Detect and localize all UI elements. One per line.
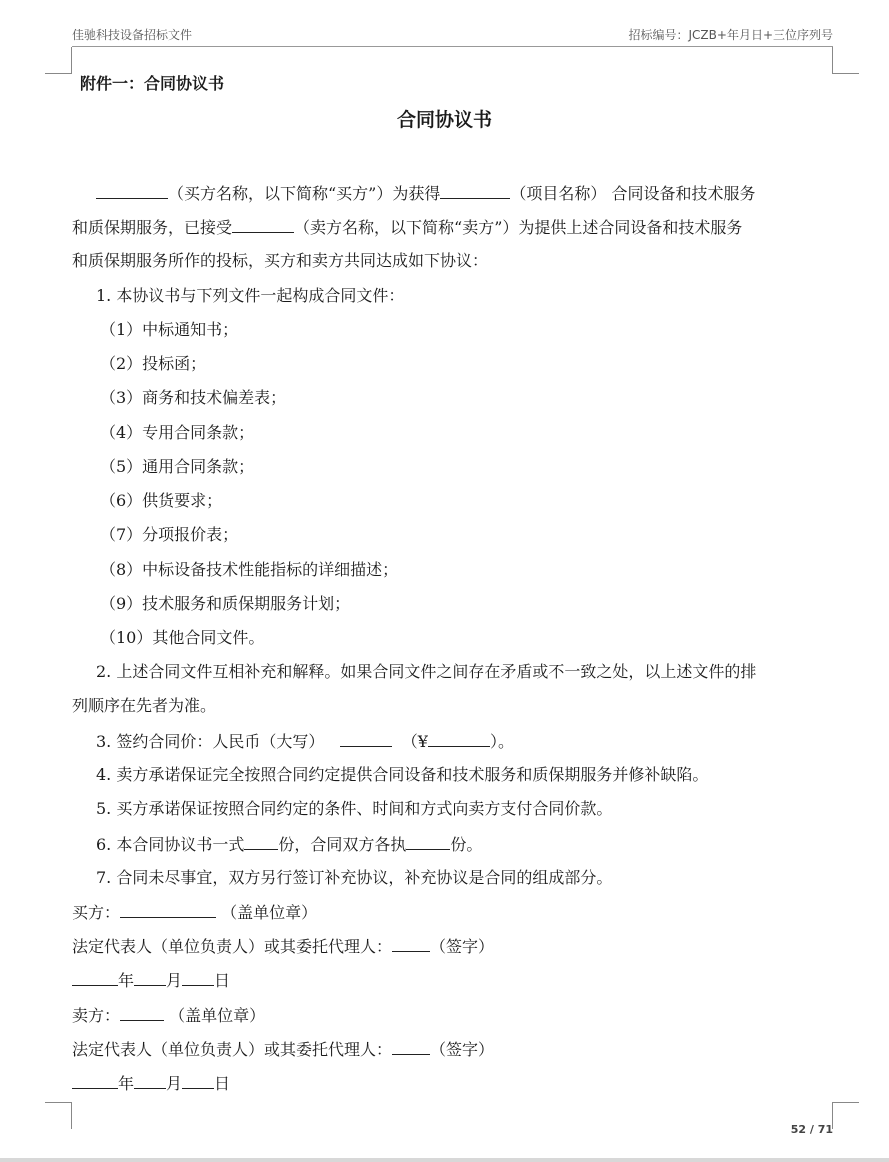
item-4: 4. 卖方承诺保证完全按照合同约定提供合同设备和技术服务和质保期服务并修补缺陷。 [96, 765, 709, 784]
buyer-month-blank[interactable] [134, 970, 166, 986]
crop-mark-top-right [832, 47, 859, 74]
list-item: （7）分项报价表； [100, 525, 239, 544]
item-3: 3. 签约合同价：人民币（大写） （¥ ）。 [96, 732, 514, 751]
copies-total-blank[interactable] [244, 834, 278, 850]
seller-line: 卖方： （盖单位章） [72, 1006, 266, 1025]
item-2-line-2: 列顺序在先者为准。 [72, 696, 217, 715]
crop-mark-bottom-right [832, 1102, 859, 1129]
attachment-title: 附件一：合同协议书 [80, 74, 225, 93]
buyer-rep-line: 法定代表人（单位负责人）或其委托代理人： （签字） [72, 937, 495, 956]
crop-mark-bottom-left [45, 1102, 72, 1129]
buyer-year-blank[interactable] [72, 970, 118, 986]
seller-year-blank[interactable] [72, 1073, 118, 1089]
list-item: （3）商务和技术偏差表； [100, 388, 287, 407]
intro-line-3: 和质保期服务所作的投标，买方和卖方共同达成如下协议： [72, 251, 489, 270]
price-number-blank[interactable] [428, 731, 490, 747]
intro-line-1: （买方名称，以下简称“买方”）为获得 （项目名称） 合同设备和技术服务 [96, 183, 755, 204]
item-7: 7. 合同未尽事宜，双方另行签订补充协议，补充协议是合同的组成部分。 [96, 868, 613, 887]
list-item: （1）中标通知书； [100, 320, 239, 339]
item-5: 5. 买方承诺保证按照合同约定的条件、时间和方式向卖方支付合同价款。 [96, 799, 613, 818]
list-item: （6）供货要求； [100, 491, 223, 510]
doc-title: 合同协议书 [396, 109, 492, 131]
price-words-blank[interactable] [340, 731, 392, 747]
page-bottom-edge [0, 1158, 889, 1162]
seller-day-blank[interactable] [182, 1073, 214, 1089]
header-rule [72, 46, 833, 47]
seller-month-blank[interactable] [134, 1073, 166, 1089]
copies-each-blank[interactable] [406, 834, 450, 850]
buyer-seal-blank[interactable] [120, 902, 216, 918]
list-item: （2）投标函； [100, 354, 207, 373]
page-number: 52 / 71 [790, 1123, 833, 1136]
buyer-line: 买方： （盖单位章） [72, 903, 318, 922]
seller-rep-line: 法定代表人（单位负责人）或其委托代理人： （签字） [72, 1040, 495, 1059]
header-tender-number: 招标编号：JCZB+年月日+三位序列号 [628, 28, 833, 42]
header-doc-name: 佳驰科技设备招标文件 [72, 28, 193, 42]
list-item: （5）通用合同条款； [100, 457, 255, 476]
seller-seal-blank[interactable] [120, 1005, 164, 1021]
list-item: （10）其他合同文件。 [100, 628, 265, 647]
buyer-date-line: 年 月 日 [72, 970, 230, 991]
seller-name-blank[interactable] [232, 217, 294, 233]
list-item: （4）专用合同条款； [100, 423, 255, 442]
item-6: 6. 本合同协议书一式 份，合同双方各执 份。 [96, 835, 483, 854]
item-1: 1. 本协议书与下列文件一起构成合同文件： [96, 286, 405, 305]
seller-sign-blank[interactable] [392, 1039, 430, 1055]
list-item: （8）中标设备技术性能指标的详细描述； [100, 560, 399, 579]
buyer-sign-blank[interactable] [392, 936, 430, 952]
crop-mark-top-left [45, 47, 72, 74]
intro-line-2: 和质保期服务，已接受 （卖方名称，以下简称“卖方”）为提供上述合同设备和技术服务 [72, 218, 743, 237]
list-item: （9）技术服务和质保期服务计划； [100, 594, 351, 613]
buyer-day-blank[interactable] [182, 970, 214, 986]
project-name-blank[interactable] [440, 183, 510, 199]
seller-date-line: 年 月 日 [72, 1073, 230, 1094]
buyer-name-blank[interactable] [96, 183, 168, 199]
item-2-line-1: 2. 上述合同文件互相补充和解释。如果合同文件之间存在矛盾或不一致之处，以上述文件的排 [96, 662, 757, 681]
